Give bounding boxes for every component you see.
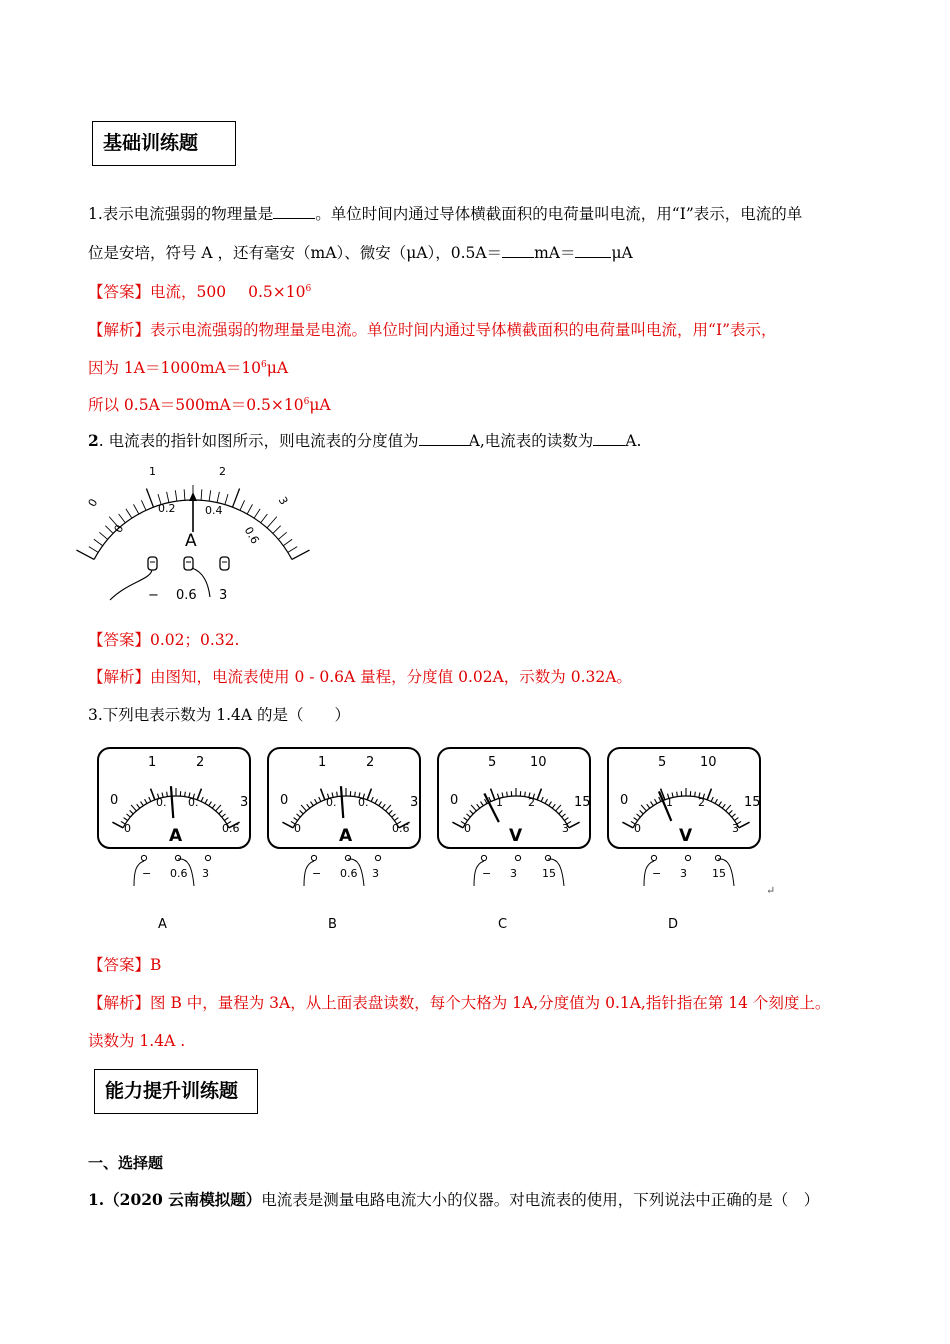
q3-terminal <box>311 855 316 860</box>
q1-analysis-label: 【解析】 <box>88 321 151 339</box>
q3-terminal-label: 15 <box>542 867 556 880</box>
q3-meters-svg <box>96 746 786 936</box>
q3-mid-label: 2 <box>528 796 535 809</box>
q3-terminal <box>345 855 350 860</box>
q2-answer-text: 0.02；0.32. <box>150 631 240 649</box>
q2-blank-2 <box>593 431 625 446</box>
q3-scale-tick <box>525 792 526 797</box>
q2-scale-tick <box>167 492 169 503</box>
q3-unit-label: V <box>679 826 693 846</box>
q2-scale-tick <box>94 539 103 546</box>
q1-answer-label: 【答案】 <box>88 283 151 301</box>
section-title-advanced-text: 能力提升训练题 <box>105 1080 239 1102</box>
q2-scale-tick <box>76 550 94 559</box>
return-mark: ↵ <box>766 884 776 897</box>
q3-terminal-label: − <box>142 867 152 880</box>
q2-analysis-text: 由图知，电流表使用 0 - 0.6A 量程，分度值 0.02A，示数为 0.32A。 <box>150 668 632 686</box>
q3-bottom-label: 0 <box>124 822 131 835</box>
q3-top-label: 1 <box>318 755 327 770</box>
q2-number: 2 <box>88 431 99 450</box>
q2-scale-tick <box>126 509 132 518</box>
q2-wire-left <box>110 570 152 600</box>
q2-needle-tip <box>189 492 197 501</box>
q3-mid-label: 1 <box>666 796 673 809</box>
q1-blank-3 <box>575 243 611 258</box>
q2-analysis-label: 【解析】 <box>88 668 151 686</box>
q2-scale-tick <box>267 517 277 528</box>
q3-unit-label: V <box>509 826 523 846</box>
q2-question <box>88 431 641 451</box>
q3-meter-C <box>438 748 591 932</box>
q3-scale-tick <box>695 792 696 797</box>
q3-scale-tick <box>337 792 338 797</box>
q3-top-label: 2 <box>366 755 375 770</box>
q3-top-label: 2 <box>196 755 205 770</box>
q2-terminals <box>110 557 229 600</box>
q4-prefix: 1.（2020 云南模拟题） <box>88 1190 262 1209</box>
q2-scale-tick <box>292 550 310 559</box>
q1-analysis-2b: μA <box>266 359 289 377</box>
q2-scale-tick <box>209 490 211 501</box>
q3-terminal-label: 0.6 <box>340 867 358 880</box>
q3-analysis-1 <box>88 993 830 1013</box>
q3-terminal <box>205 855 210 860</box>
section-title-basic <box>92 121 236 166</box>
q1-line2 <box>88 243 633 263</box>
q2-bottom-label-3: 0.6 <box>241 524 262 547</box>
q1-analysis-3a: 所以 0.5A＝500mA＝0.5×10 <box>88 396 304 414</box>
q2-answer-label: 【答案】 <box>88 631 151 649</box>
q2-scale-tick <box>225 494 228 505</box>
section-title-basic-text: 基础训练题 <box>103 132 199 154</box>
q1-line1 <box>88 204 802 224</box>
q3-terminal-label: − <box>312 867 322 880</box>
q3-bottom-label: 3 <box>562 822 569 835</box>
q3-top-label: 0 <box>450 793 459 808</box>
q3-mid-label: 2 <box>698 796 705 809</box>
q3-analysis-label: 【解析】 <box>88 994 151 1012</box>
q3-bottom-label: 0 <box>294 822 301 835</box>
q1-blank-1 <box>273 204 315 219</box>
q2-scale-tick <box>99 532 107 539</box>
q3-terminal <box>715 855 720 860</box>
q1-analysis-3exp: 6 <box>303 396 310 407</box>
q3-unit-label: A <box>339 826 353 846</box>
q3-terminal-label: 0.6 <box>170 867 188 880</box>
section-title-advanced <box>94 1069 258 1114</box>
q1-answer <box>88 282 311 302</box>
q3-mid-label: 0. <box>358 796 369 809</box>
q2-scale-tick <box>133 504 138 514</box>
q3-meter-B <box>268 748 420 932</box>
q3-terminal <box>515 855 520 860</box>
q2-scale-tick <box>89 547 98 553</box>
q2-text-a: . 电流表的指针如图所示，则电流表的分度值为 <box>98 432 419 450</box>
q3-meter-D <box>608 748 761 932</box>
q3-mid-label: 1 <box>496 796 503 809</box>
q1-text-d: mA＝ <box>534 244 576 262</box>
q2-top-label-1: 1 <box>149 465 156 478</box>
q2-scale-tick <box>146 488 153 507</box>
q3-scale-tick <box>507 792 508 797</box>
q2-top-label-2: 2 <box>219 465 226 478</box>
q1-blank-2 <box>502 243 534 258</box>
q1-answer-exp: 6 <box>305 283 312 294</box>
q2-scale-tick <box>184 489 185 500</box>
q3-terminal <box>651 855 656 860</box>
q2-ammeter-figure <box>85 462 298 610</box>
q2-analysis <box>88 667 632 687</box>
q3-scale-tick <box>185 792 186 797</box>
q3-answer-label: 【答案】 <box>88 956 151 974</box>
choice-heading-text: 一、选择题 <box>88 1154 164 1172</box>
q3-terminal <box>685 855 690 860</box>
q3-bottom-label: 0.6 <box>222 822 240 835</box>
q2-bottom-label-1: 0.2 <box>158 502 176 515</box>
q3-top-label: 0 <box>280 793 289 808</box>
q3-top-label: 15 <box>744 795 761 810</box>
q3-top-label: 10 <box>700 755 717 770</box>
q3-mid-label: 0. <box>326 796 337 809</box>
q3-unit-label: A <box>169 826 183 846</box>
q3-mid-label: 0. <box>156 796 167 809</box>
q2-text-c: A. <box>625 432 642 450</box>
q4-question <box>88 1190 819 1210</box>
q2-scale-tick <box>175 490 177 501</box>
q1-answer-text: 电流，500 <box>150 283 227 301</box>
q3-top-label: 5 <box>488 755 497 770</box>
q1-analysis-text-1: 表示电流强弱的物理量是电流。单位时间内通过导体横截面积的电荷量叫电流，用“I”表示， <box>150 321 777 339</box>
q3-option-label: B <box>328 917 337 932</box>
q3-option-label: D <box>668 917 679 932</box>
q3-scale-tick <box>355 792 356 797</box>
q2-scale-tick <box>283 539 292 546</box>
q3-terminal-label: 3 <box>680 867 687 880</box>
q3-meter-row <box>96 746 786 936</box>
q2-top-label-0: 0 <box>85 496 101 510</box>
q2-terminal-06: 0.6 <box>176 588 197 603</box>
q2-scale-tick <box>119 514 126 523</box>
q3-top-label: 15 <box>574 795 591 810</box>
q3-scale-tick <box>677 792 678 797</box>
q4-text: 电流表是测量电路电流大小的仪器。对电流表的使用，下列说法中正确的是（ ） <box>261 1191 820 1209</box>
q2-scale-tick <box>278 532 286 539</box>
q2-scale-tick <box>217 492 219 503</box>
q3-terminal-label: − <box>482 867 492 880</box>
q2-bottom-label-2: 0.4 <box>205 504 223 517</box>
q1-analysis-2 <box>88 358 288 378</box>
q1-text-e: μA <box>611 244 633 262</box>
q2-scale-tick <box>273 526 281 534</box>
q3-analysis-text-1: 图 B 中，量程为 3A，从上面表盘读数，每个大格为 1A,分度值为 0.1A,指针指在第 14 个刻度上。 <box>150 994 831 1012</box>
q3-top-label: 5 <box>658 755 667 770</box>
q3-answer-text: B <box>150 956 162 974</box>
q3-bottom-label: 3 <box>732 822 739 835</box>
q1-analysis-2exp: 6 <box>261 359 267 370</box>
q3-meter-A <box>98 748 250 932</box>
q1-analysis-2a: 因为 1A＝1000mA＝10 <box>88 359 262 377</box>
q3-answer <box>88 955 161 975</box>
q3-mid-label: 0. <box>188 796 199 809</box>
q2-scale-tick <box>247 504 252 514</box>
q2-text-b: A,电流表的读数为 <box>468 432 594 450</box>
q2-scale-tick <box>254 509 260 518</box>
q3-terminal <box>141 855 146 860</box>
q3-top-label: 10 <box>530 755 547 770</box>
q3-bottom-label: 0 <box>634 822 641 835</box>
q1-analysis-1 <box>88 320 777 340</box>
q3-option-label: C <box>498 917 508 932</box>
q3-text: 3.下列电表示数为 1.4A 的是（ ） <box>88 706 350 724</box>
q3-analysis-2 <box>88 1031 185 1051</box>
q1-analysis-3 <box>88 395 331 415</box>
q3-analysis-text-2: 读数为 1.4A . <box>88 1032 186 1050</box>
q2-bottom-label-0: 0 <box>111 522 127 536</box>
q2-terminal-minus: − <box>148 588 159 603</box>
q2-scale-tick <box>240 500 245 510</box>
q3-question <box>88 705 350 725</box>
q3-terminal-label: 3 <box>202 867 209 880</box>
q2-scale-tick <box>288 547 297 553</box>
q3-terminal <box>175 855 180 860</box>
q1-text-c: 位是安培，符号 A ，还有毫安（mA）、微安（μA），0.5A＝ <box>88 244 503 262</box>
q2-scale-tick <box>141 500 146 510</box>
q3-terminal-label: − <box>652 867 662 880</box>
q3-terminal-label: 15 <box>712 867 726 880</box>
q1-text-a: 1.表示电流强弱的物理量是 <box>88 205 274 223</box>
q2-scale-tick <box>233 488 240 507</box>
q3-terminal <box>545 855 550 860</box>
q1-answer-sci: 0.5×10 <box>248 283 306 301</box>
q3-top-label: 3 <box>410 795 419 810</box>
q3-terminal-label: 3 <box>510 867 517 880</box>
q3-bottom-label: 0 <box>464 822 471 835</box>
choice-heading <box>88 1153 163 1173</box>
q1-analysis-3b: μA <box>309 396 331 414</box>
q3-terminal-label: 3 <box>372 867 379 880</box>
q2-terminal-3: 3 <box>219 588 228 603</box>
q2-top-label-3: 3 <box>275 494 291 508</box>
q1-text-b: 。单位时间内通过导体横截面积的电荷量叫电流，用“I”表示，电流的单 <box>315 205 803 223</box>
q3-top-label: 3 <box>240 795 249 810</box>
q3-top-label: 0 <box>110 793 119 808</box>
q3-scale-tick <box>167 792 168 797</box>
q3-bottom-label: 0.6 <box>392 822 410 835</box>
q2-blank-1 <box>419 431 469 446</box>
q3-top-label: 0 <box>620 793 629 808</box>
q2-scale-tick <box>201 489 202 500</box>
q3-terminal <box>481 855 486 860</box>
q2-unit-label: A <box>185 531 197 551</box>
q3-top-label: 1 <box>148 755 157 770</box>
q3-option-label: A <box>158 917 167 932</box>
q2-answer <box>88 630 239 650</box>
q3-terminal <box>375 855 380 860</box>
q2-scale-tick <box>261 514 268 523</box>
